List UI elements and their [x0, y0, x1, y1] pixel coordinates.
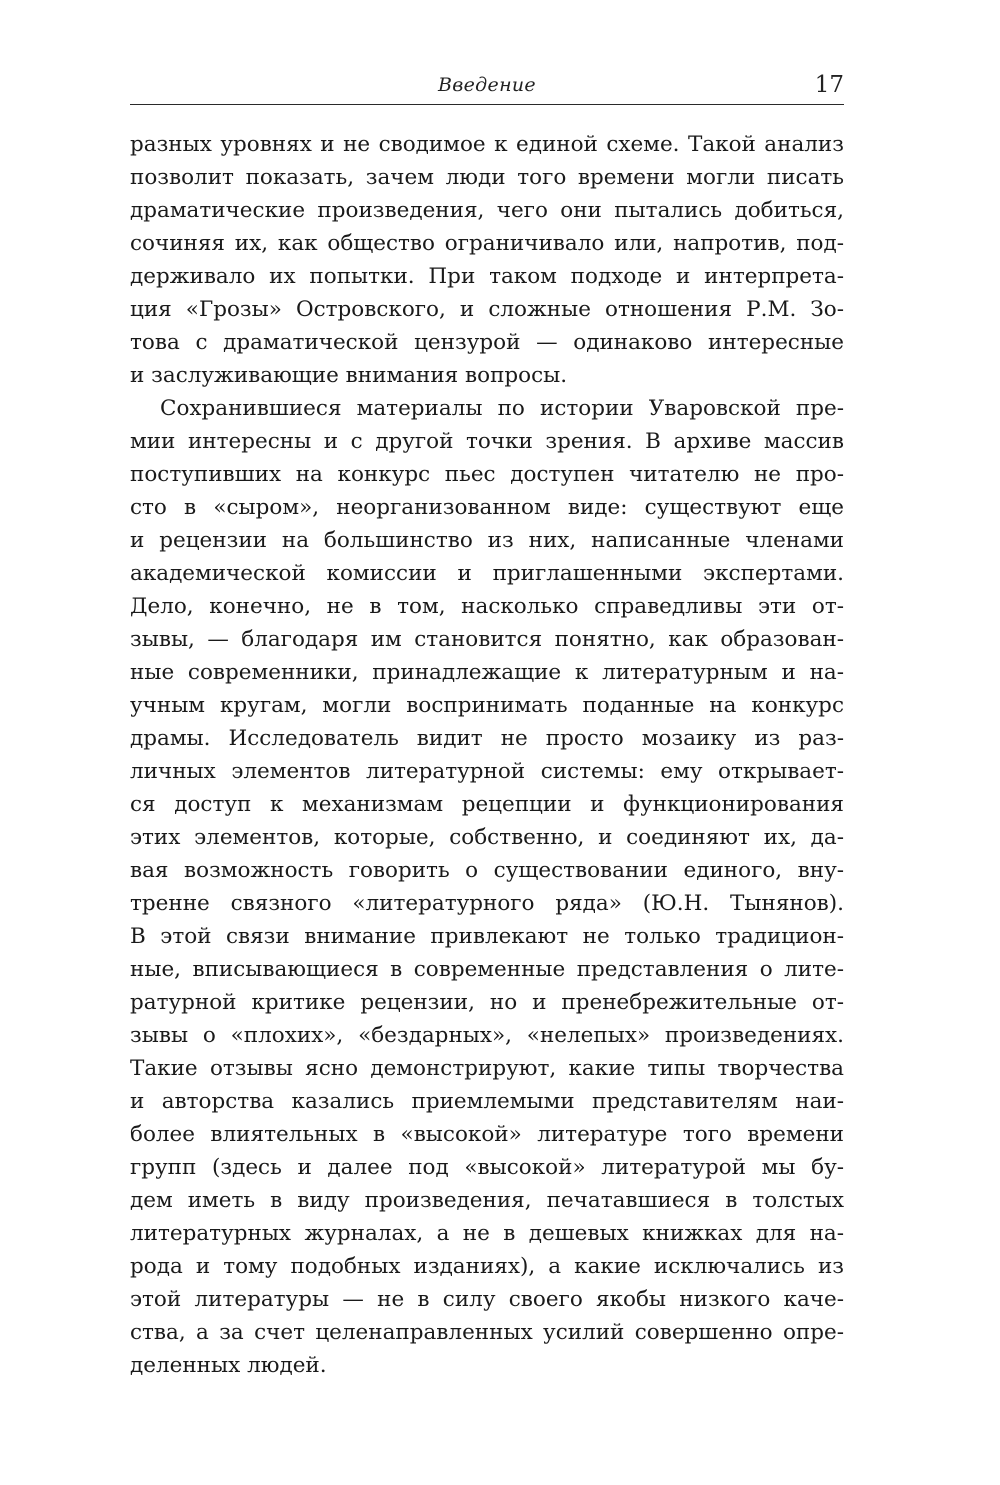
text-line: Дело, конечно, не в том, насколько справедливы эти от-	[130, 594, 844, 619]
text-line: Такие отзывы ясно демонстрируют, какие типы творчества	[130, 1056, 844, 1081]
text-line: сочиняя их, как общество ограничивало или, напротив, под-	[130, 231, 844, 256]
text-line: этой литературы — не в силу своего якобы низкого каче-	[130, 1287, 844, 1312]
text-line: учным кругам, могли воспринимать поданные на конкурс	[130, 693, 844, 718]
text-line: ные современники, принадлежащие к литературным и на-	[130, 660, 844, 685]
text-line: и рецензии на большинство из них, написанные членами	[130, 528, 844, 553]
section-title: Введение	[438, 74, 536, 96]
text-line: деленных людей.	[130, 1353, 327, 1378]
text-line: зывы, — благодаря им становится понятно, как образован-	[130, 627, 844, 652]
text-line: това с драматической цензурой — одинаково интересные	[130, 330, 844, 355]
text-line: литературных журналах, а не в дешевых книжках для на-	[130, 1221, 844, 1246]
text-line: драмы. Исследователь видит не просто мозаику из раз-	[130, 726, 844, 751]
text-line: поступивших на конкурс пьес доступен читателю не про-	[130, 462, 844, 487]
text-line: ства, а за счет целенаправленных усилий совершенно опре-	[130, 1320, 844, 1345]
running-head	[130, 66, 844, 105]
text-line: вая возможность говорить о существовании единого, вну-	[130, 858, 844, 883]
text-line: тренне связного «литературного ряда» (Ю.Н. Тынянов).	[130, 891, 844, 916]
text-line: ся доступ к механизмам рецепции и функционирования	[130, 792, 844, 817]
text-line: ратурной критике рецензии, но и пренебрежительные от-	[130, 990, 844, 1015]
body-text	[130, 128, 844, 1382]
text-line: драматические произведения, чего они пытались добиться,	[130, 198, 844, 223]
text-line: академической комиссии и приглашенными экспертами.	[130, 561, 844, 586]
text-line: зывы о «плохих», «бездарных», «нелепых» произведениях.	[130, 1023, 844, 1048]
text-line: позволит показать, зачем люди того времени могли писать	[130, 165, 844, 190]
text-line: В этой связи внимание привлекают не только традицион-	[130, 924, 844, 949]
text-line: сто в «сыром», неорганизованном виде: существуют еще	[130, 495, 844, 520]
text-line: и авторства казались приемлемыми представителям наи-	[130, 1089, 844, 1114]
text-line: личных элементов литературной системы: ему открывает-	[130, 759, 844, 784]
text-line: рода и тому подобных изданиях), а какие исключались из	[130, 1254, 844, 1279]
paragraph	[130, 128, 844, 392]
text-line: Сохранившиеся материалы по истории Уваровской пре-	[160, 396, 844, 421]
text-line: этих элементов, которые, собственно, и соединяют их, да-	[130, 825, 844, 850]
text-line: разных уровнях и не сводимое к единой схеме. Такой анализ	[130, 132, 844, 157]
text-line: ные, вписывающиеся в современные представления о лите-	[130, 957, 844, 982]
text-line: держивало их попытки. При таком подходе и интерпрета-	[130, 264, 844, 289]
text-line: групп (здесь и далее под «высокой» литературой мы бу-	[130, 1155, 844, 1180]
text-line: более влиятельных в «высокой» литературе того времени	[130, 1122, 844, 1147]
paragraph	[130, 392, 844, 1382]
text-line: дем иметь в виду произведения, печатавшиеся в толстых	[130, 1188, 844, 1213]
text-line: и заслуживающие внимания вопросы.	[130, 363, 568, 388]
page-number: 17	[814, 72, 844, 98]
text-line: мии интересны и с другой точки зрения. В архиве массив	[130, 429, 844, 454]
text-line: ция «Грозы» Островского, и сложные отношения Р.М. Зо-	[130, 297, 844, 322]
